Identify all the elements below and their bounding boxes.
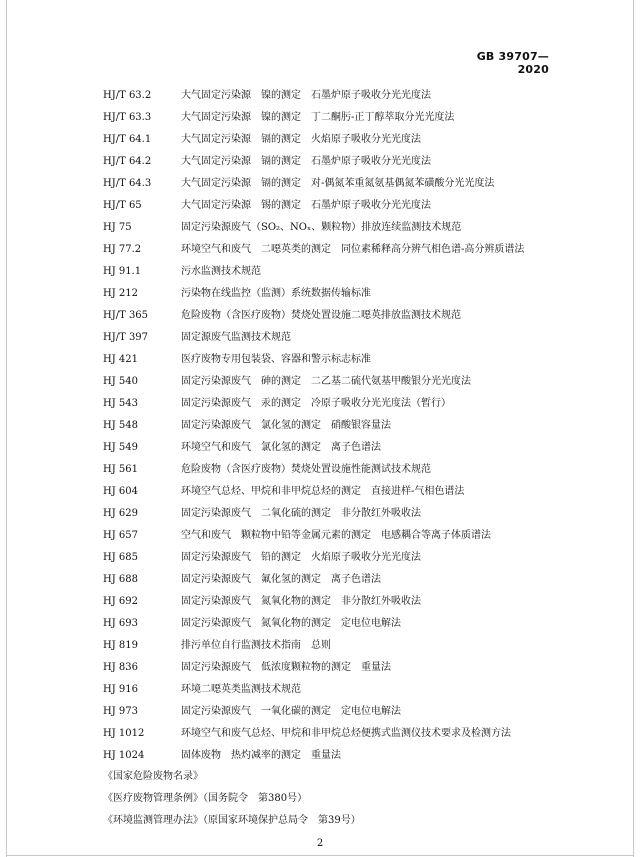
reference-code: HJ 421 [103, 354, 138, 365]
reference-code: HJ 916 [103, 684, 138, 695]
reference-code: HJ 540 [103, 376, 138, 387]
reference-code: HJ/T 65 [103, 200, 142, 211]
reference-code: HJ/T 64.3 [103, 178, 152, 189]
reference-row [103, 173, 524, 195]
reference-title: 固定污染源废气 氟化氢的测定 离子色谱法 [181, 574, 381, 585]
reference-row [103, 349, 524, 371]
reference-title: 环境空气和废气 氯化氢的测定 离子色谱法 [181, 442, 381, 453]
reference-title: 固定污染源废气 汞的测定 冷原子吸收分光光度法（暂行） [181, 398, 451, 409]
reference-row [103, 217, 524, 239]
reference-code: HJ 543 [103, 398, 138, 409]
reference-code: HJ 548 [103, 420, 138, 431]
reference-row [103, 85, 524, 107]
reference-row [103, 745, 524, 767]
reference-title: 固体废物 热灼减率的测定 重量法 [181, 750, 341, 761]
reference-row [103, 701, 524, 723]
reference-code: HJ 549 [103, 442, 138, 453]
reference-code: HJ 1024 [103, 750, 145, 761]
reference-code: HJ 688 [103, 574, 138, 585]
reference-title: 空气和废气 颗粒物中铅等金属元素的测定 电感耦合等离子体质谱法 [181, 530, 491, 541]
reference-row [103, 371, 524, 393]
standard-number: GB 39707—2020 [476, 50, 549, 76]
reference-title: 大气固定污染源 镍的测定 石墨炉原子吸收分光光度法 [181, 90, 431, 101]
reference-code: HJ 685 [103, 552, 138, 563]
reference-row [103, 679, 524, 701]
reference-title: 环境空气和废气总烃、甲烷和非甲烷总烃便携式监测仪技术要求及检测方法 [181, 728, 511, 739]
reference-code: HJ 693 [103, 618, 138, 629]
reference-title: 危险废物（含医疗废物）焚烧处置设施性能测试技术规范 [181, 464, 431, 475]
reference-title: 固定污染源废气 一氧化碳的测定 定电位电解法 [181, 706, 401, 717]
reference-code: HJ 657 [103, 530, 138, 541]
reference-code: HJ 836 [103, 662, 138, 673]
regulation-item: 《环境监测管理办法》（原国家环境保护总局令 第39号） [103, 815, 361, 826]
reference-row [103, 547, 524, 569]
reference-title: 污染物在线监控（监测）系统数据传输标准 [181, 288, 371, 299]
reference-row [103, 261, 524, 283]
reference-title: 环境空气和废气 二噁英类的测定 同位素稀释高分辨气相色谱-高分辨质谱法 [181, 244, 525, 255]
reference-title: 固定源废气监测技术规范 [181, 332, 291, 343]
reference-code: HJ 561 [103, 464, 138, 475]
reference-title: 固定污染源废气 氮氧化物的测定 非分散红外吸收法 [181, 596, 421, 607]
reference-title: 大气固定污染源 锡的测定 石墨炉原子吸收分光光度法 [181, 200, 431, 211]
reference-row [103, 613, 524, 635]
reference-title: 固定污染源废气 低浓度颗粒物的测定 重量法 [181, 662, 391, 673]
regulation-item: 《国家危险废物名录》 [103, 771, 203, 782]
reference-row [103, 569, 524, 591]
reference-code: HJ/T 64.1 [103, 134, 152, 145]
reference-title: 固定污染源废气 砷的测定 二乙基二硫代氨基甲酸银分光光度法 [181, 376, 471, 387]
reference-title: 大气固定污染源 镉的测定 对-偶氮苯重氮氨基偶氮苯磺酸分光光度法 [181, 178, 495, 189]
reference-title: 污水监测技术规范 [181, 266, 261, 277]
reference-title: 固定污染源废气 氮氧化物的测定 定电位电解法 [181, 618, 401, 629]
reference-row [103, 657, 524, 679]
reference-code: HJ 973 [103, 706, 138, 717]
reference-code: HJ/T 63.2 [103, 90, 152, 101]
reference-row [103, 591, 524, 613]
regulation-item: 《医疗废物管理条例》（国务院令 第380号） [103, 793, 308, 804]
reference-title: 固定污染源废气 氯化氢的测定 硝酸银容量法 [181, 420, 391, 431]
reference-title: 固定污染源废气（SO₂、NOₓ、颗粒物）排放连续监测技术规范 [181, 222, 462, 233]
reference-row [103, 525, 524, 547]
reference-row [103, 107, 524, 129]
reference-code: HJ/T 64.2 [103, 156, 152, 167]
page-bottom-border [6, 855, 634, 856]
reference-title: 排污单位自行监测技术指南 总则 [181, 640, 331, 651]
reference-row [103, 151, 524, 173]
reference-code: HJ 77.2 [103, 244, 142, 255]
reference-row [103, 283, 524, 305]
reference-code: HJ 75 [103, 222, 132, 233]
reference-code: HJ/T 397 [103, 332, 149, 343]
reference-code: HJ 212 [103, 288, 138, 299]
reference-row [103, 723, 524, 745]
reference-code: HJ 91.1 [103, 266, 142, 277]
reference-row [103, 459, 524, 481]
page-number: 2 [316, 838, 324, 849]
reference-title: 大气固定污染源 镍的测定 丁二酮肟-正丁醇萃取分光光度法 [181, 112, 455, 123]
reference-code: HJ/T 365 [103, 310, 149, 321]
reference-code: HJ 629 [103, 508, 138, 519]
reference-title: 大气固定污染源 镉的测定 石墨炉原子吸收分光光度法 [181, 156, 431, 167]
reference-row [103, 195, 524, 217]
reference-title: 危险废物（含医疗废物）焚烧处置设施二噁英排放监测技术规范 [181, 310, 461, 321]
reference-title: 医疗废物专用包装袋、容器和警示标志标准 [181, 354, 371, 365]
reference-row [103, 239, 524, 261]
reference-title: 大气固定污染源 镉的测定 火焰原子吸收分光光度法 [181, 134, 421, 145]
reference-row [103, 415, 524, 437]
regulations-list [103, 766, 361, 832]
reference-row [103, 305, 524, 327]
reference-code: HJ 819 [103, 640, 138, 651]
reference-title: 环境空气总烃、甲烷和非甲烷总烃的测定 直接进样-气相色谱法 [181, 486, 465, 497]
reference-code: HJ 1012 [103, 728, 145, 739]
reference-row [103, 503, 524, 525]
reference-title: 固定污染源废气 二氧化硫的测定 非分散红外吸收法 [181, 508, 421, 519]
reference-row [103, 129, 524, 151]
reference-code: HJ 692 [103, 596, 138, 607]
reference-row [103, 327, 524, 349]
reference-title: 环境二噁英类监测技术规范 [181, 684, 301, 695]
reference-row [103, 393, 524, 415]
normative-references-list [103, 85, 524, 767]
reference-code: HJ 604 [103, 486, 138, 497]
reference-row [103, 437, 524, 459]
reference-code: HJ/T 63.3 [103, 112, 152, 123]
reference-row [103, 635, 524, 657]
reference-title: 固定污染源废气 铅的测定 火焰原子吸收分光光度法 [181, 552, 421, 563]
reference-row [103, 481, 524, 503]
